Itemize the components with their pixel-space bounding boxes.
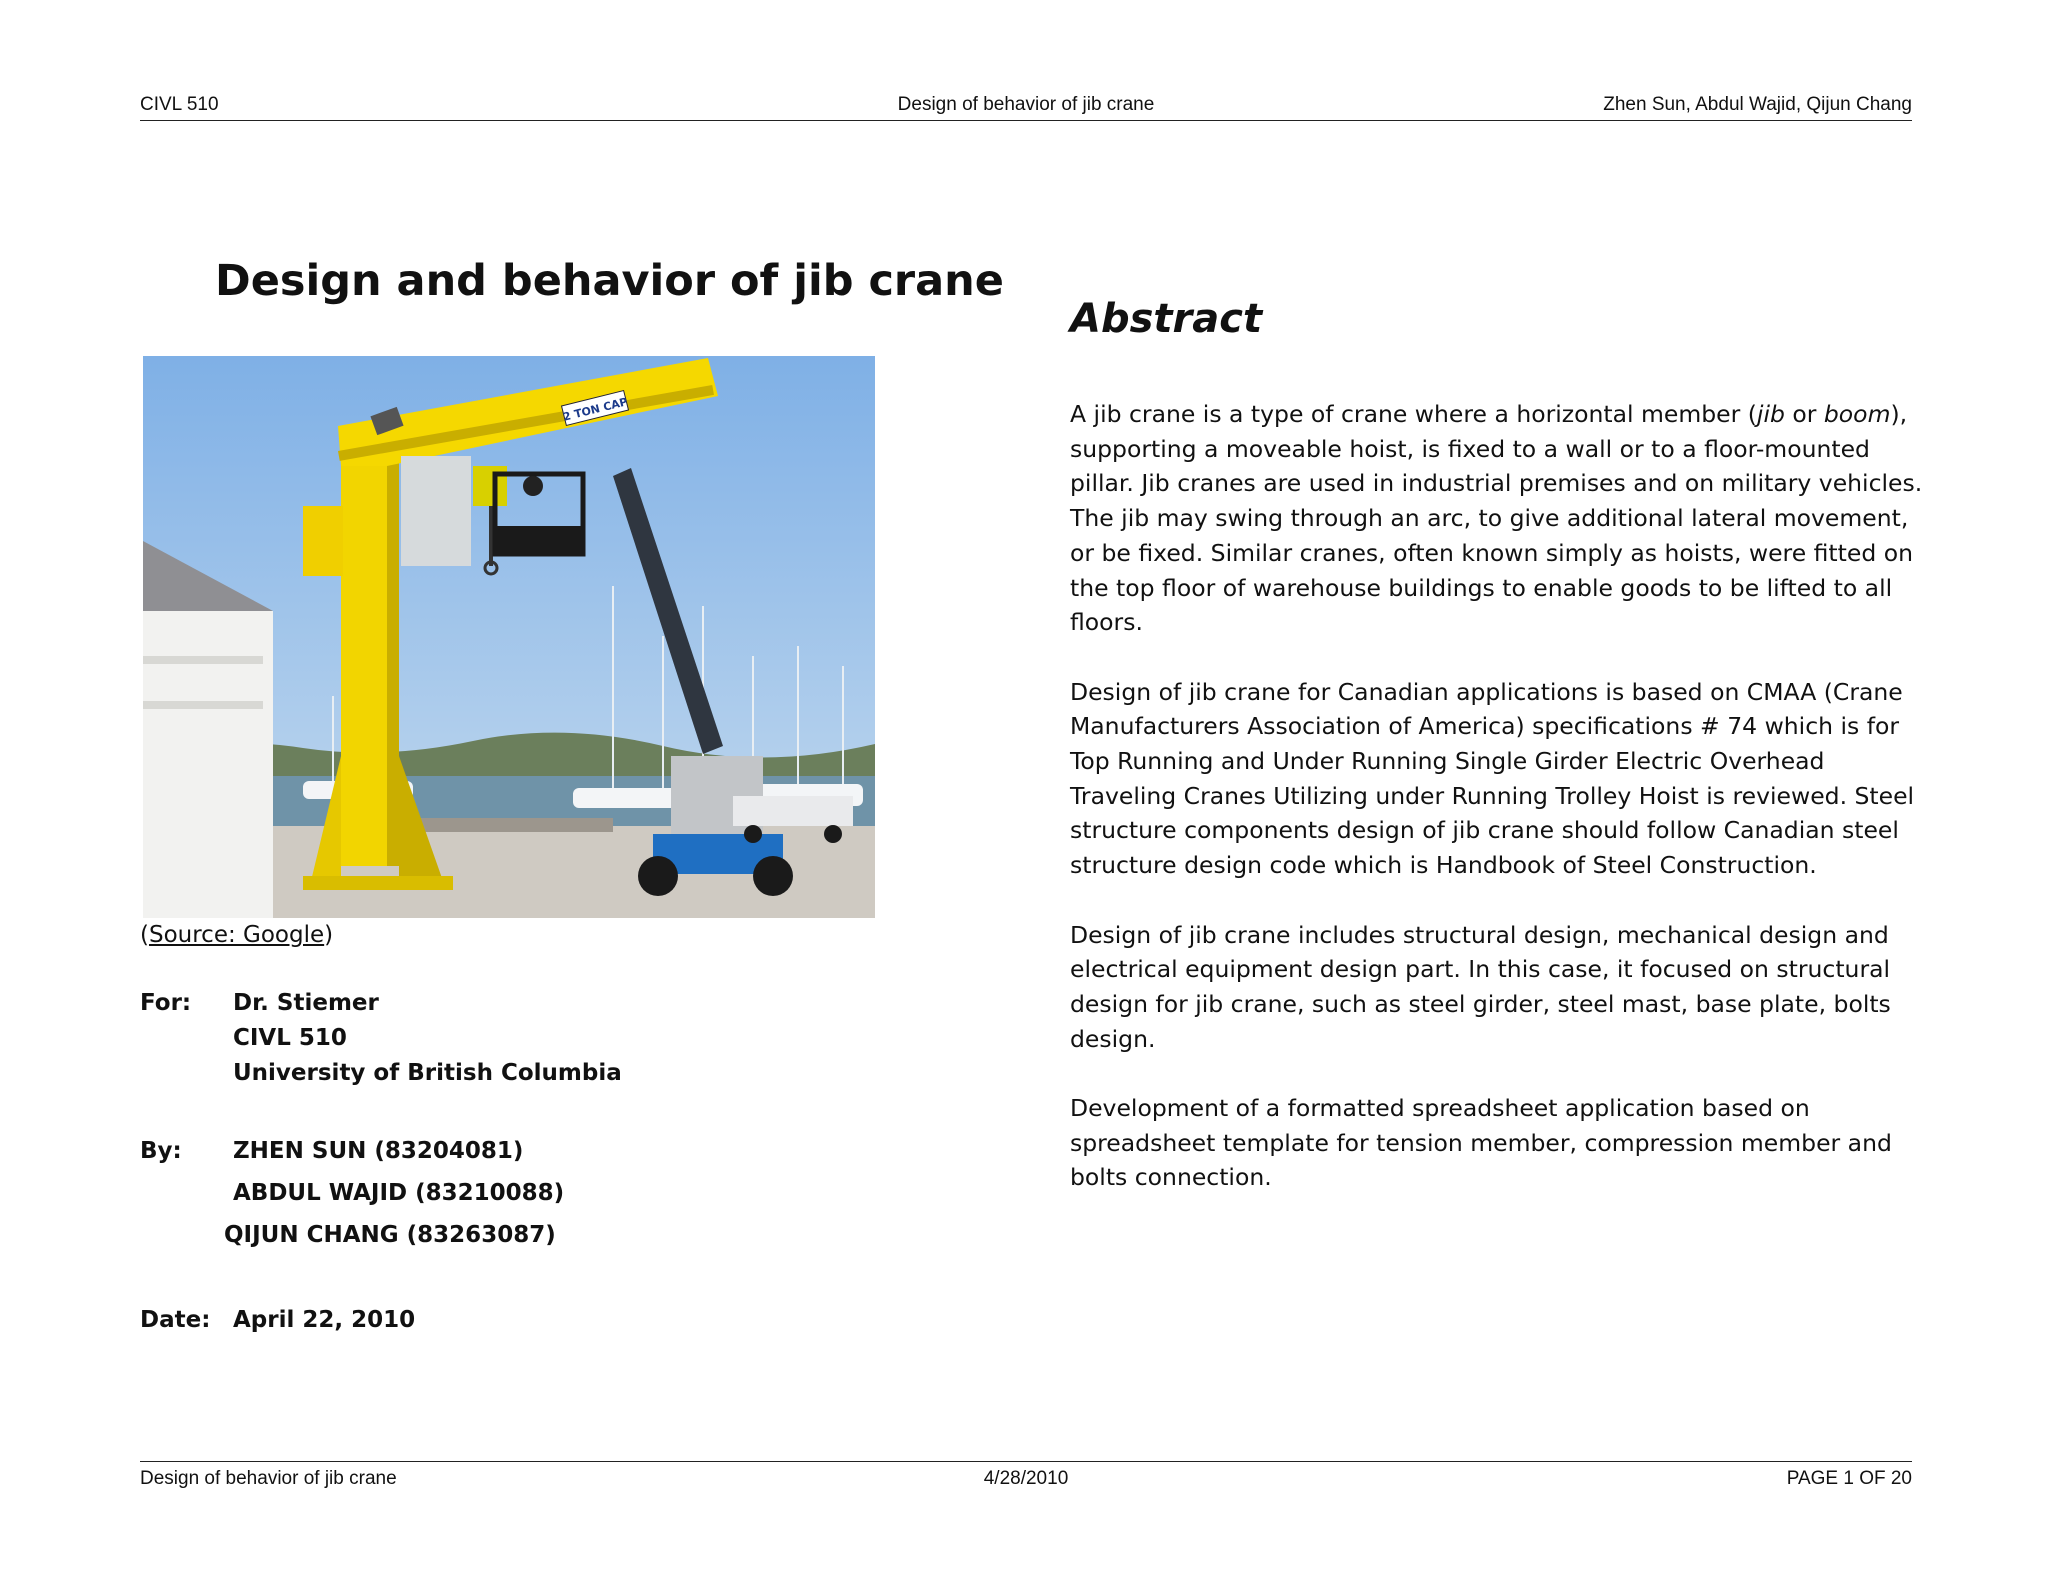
date-value: April 22, 2010: [233, 1307, 416, 1333]
image-source-caption: [140, 922, 333, 948]
abstract-body: [1070, 397, 1925, 1230]
abstract-p1-part-b: ), supporting a moveable hoist, is fixed to a wall or to a floor-mounted pillar. Jib cranes are used in industrial premises and on military vehicles. The jib may swing through an arc, to give additional lateral movement, or be fixed. Similar cranes, often known simply as hoists, were fitted on the top floor of warehouse buildings to enable goods to be lifted to all floors.: [1070, 400, 1923, 637]
document-title: Design and behavior of jib crane: [215, 256, 1004, 306]
author-2: ABDUL WAJID (83210088): [233, 1180, 565, 1206]
for-line-2: CIVL 510: [233, 1025, 347, 1051]
abstract-term-jib: jib: [1756, 400, 1785, 428]
jib-crane-photo: [143, 356, 875, 918]
abstract-paragraph-4: Development of a formatted spreadsheet application based on spreadsheet template for tension member, compression member and bolts connection.: [1070, 1094, 1892, 1192]
for-line-3: University of British Columbia: [233, 1060, 622, 1086]
page-header: [140, 92, 1912, 121]
header-course: CIVL 510: [140, 94, 219, 115]
abstract-paragraph-3: Design of jib crane includes structural design, mechanical design and electrical equipment design part. In this case, it focused on structural design for jib crane, such as steel girder, steel mast, base plate, bolts design.: [1070, 920, 1891, 1053]
page-footer: [140, 1461, 1912, 1492]
footer-title: Design of behavior of jib crane: [140, 1468, 397, 1489]
source-link[interactable]: Source: Google: [148, 922, 325, 948]
source-close-paren: ): [324, 922, 334, 948]
footer-page-number: PAGE 1 OF 20: [1786, 1468, 1912, 1489]
header-authors: Zhen Sun, Abdul Wajid, Qijun Chang: [1603, 94, 1912, 115]
crane-sign-text: 2 TON CAP: [561, 395, 629, 424]
abstract-term-boom: boom: [1823, 400, 1891, 428]
footer-date: 4/28/2010: [983, 1468, 1069, 1489]
author-1: ZHEN SUN (83204081): [233, 1138, 524, 1164]
source-open-paren: (: [140, 922, 149, 948]
by-label: By:: [140, 1138, 182, 1164]
author-3: QIJUN CHANG (83263087): [224, 1222, 556, 1248]
for-label: For:: [140, 990, 192, 1016]
abstract-paragraph-1: [1070, 397, 1925, 640]
abstract-p1-part-a: A jib crane is a type of crane where a horizontal member (: [1070, 400, 1757, 428]
abstract-p1-or: or: [1784, 400, 1824, 428]
abstract-paragraph-2: Design of jib crane for Canadian applications is based on CMAA (Crane Manufacturers Association of America) specifications # 74 which is for Top Running and Under Running Single Girder Electric Overhead Traveling Cranes Utilizing under Running Trolley Hoist is reviewed. Steel structure components design of jib crane should follow Canadian steel structure design code which is Handbook of Steel Construction.: [1070, 677, 1915, 880]
header-title: Design of behavior of jib crane: [897, 94, 1155, 115]
abstract-heading: Abstract: [1070, 296, 1263, 342]
for-line-1: Dr. Stiemer: [233, 990, 379, 1016]
date-label: Date:: [140, 1307, 211, 1333]
